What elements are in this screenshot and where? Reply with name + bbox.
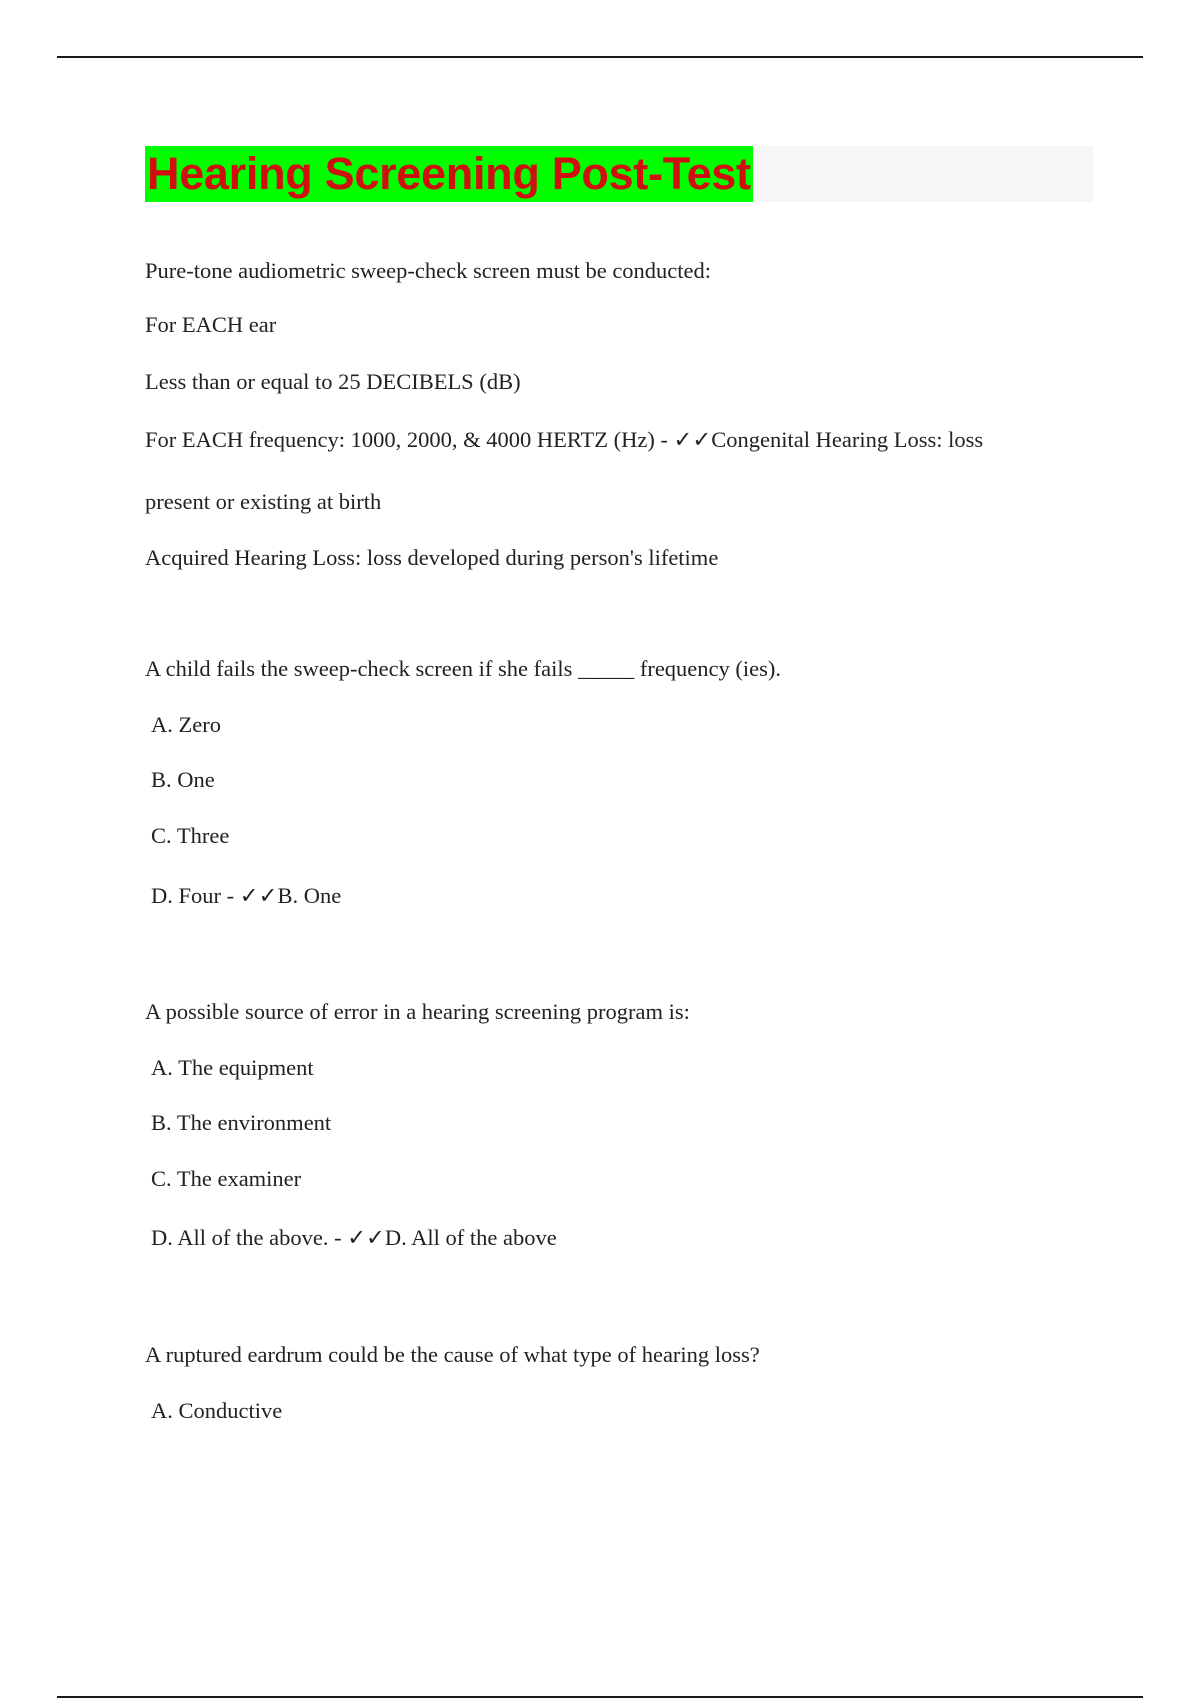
question-2-option-d: D. All of the above. - ✓✓D. All of the above [151, 1225, 557, 1250]
question-1-option-a: A. Zero [151, 712, 221, 737]
title-bar [145, 146, 1093, 202]
question-2-option-c: C. The examiner [151, 1166, 302, 1191]
intro-line-5: present or existing at birth [145, 489, 382, 514]
question-2-stem: A possible source of error in a hearing screening program is: [145, 999, 690, 1024]
top-rule [57, 56, 1143, 58]
question-2-option-a: A. The equipment [151, 1055, 314, 1080]
question-2-option-b: B. The environment [151, 1110, 332, 1135]
intro-line-1: Pure-tone audiometric sweep-check screen must be conducted: [145, 258, 712, 283]
question-1-option-d: D. Four - ✓✓B. One [151, 883, 342, 908]
intro-line-4: For EACH frequency: 1000, 2000, & 4000 HERTZ (Hz) - ✓✓Congenital Hearing Loss: loss [145, 427, 984, 452]
intro-line-3: Less than or equal to 25 DECIBELS (dB) [145, 369, 521, 394]
question-1-stem: A child fails the sweep-check screen if she fails _____ frequency (ies). [145, 656, 782, 681]
question-1-option-b: B. One [151, 767, 215, 792]
question-3-stem: A ruptured eardrum could be the cause of what type of hearing loss? [145, 1342, 760, 1367]
question-3-option-a: A. Conductive [151, 1398, 283, 1423]
bottom-rule [57, 1696, 1143, 1698]
document-title: Hearing Screening Post-Test [145, 146, 753, 202]
intro-line-6: Acquired Hearing Loss: loss developed during person's lifetime [145, 545, 719, 570]
intro-line-2: For EACH ear [145, 312, 277, 337]
question-1-option-c: C. Three [151, 823, 230, 848]
